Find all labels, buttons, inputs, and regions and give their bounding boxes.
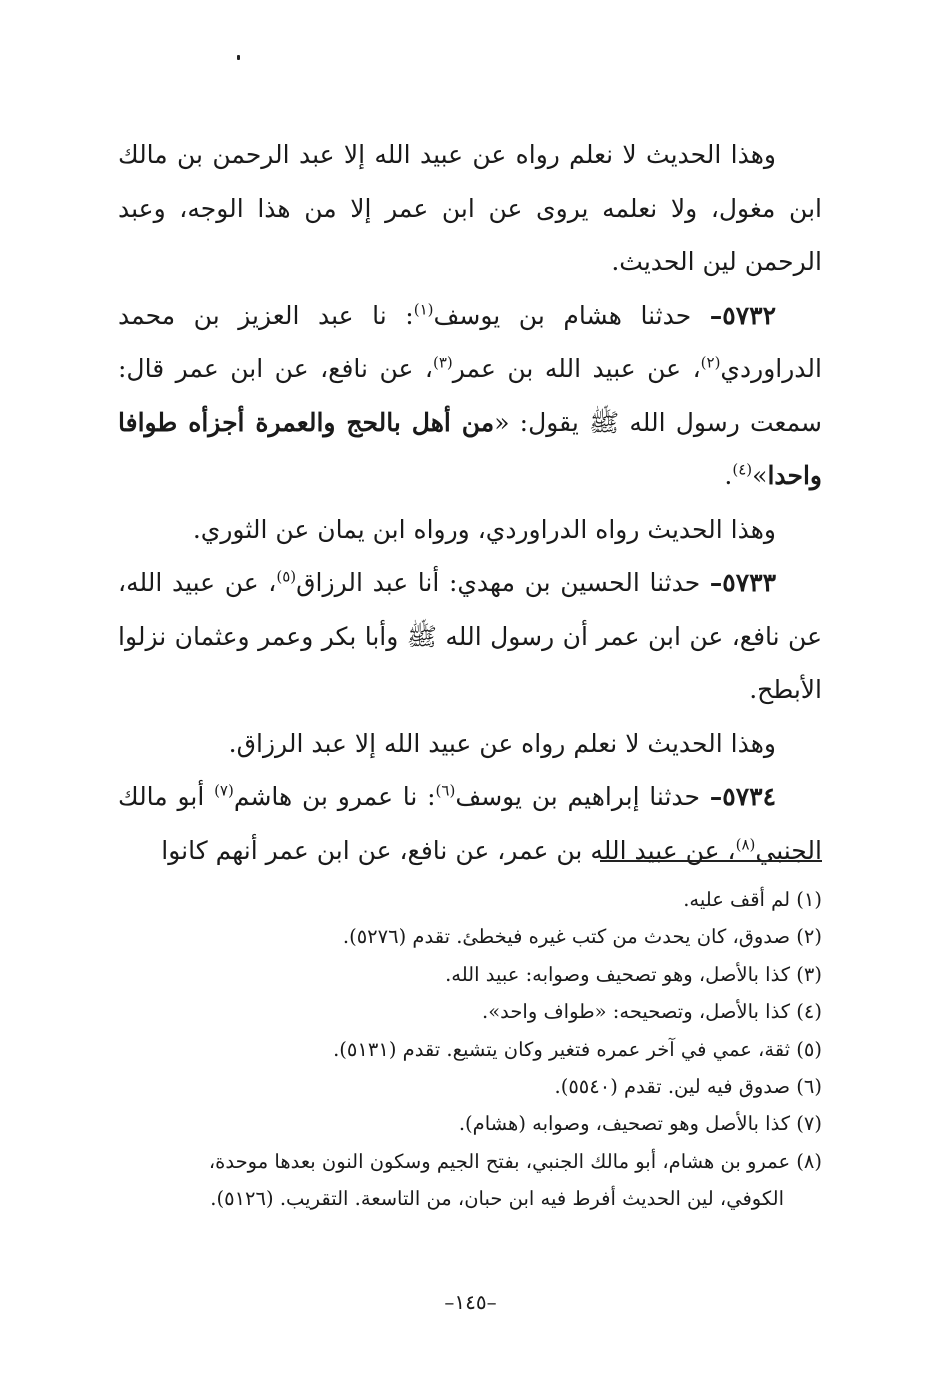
hadith-number: ٥٧٣٢– <box>709 300 777 330</box>
hadith-text: . <box>724 461 733 490</box>
footnote-ref: (٣) <box>432 353 453 372</box>
footnotes <box>115 881 822 1218</box>
hadith-text: » <box>752 461 768 490</box>
hadith-text: : نا عبد العزيز بن محمد الدراوردي <box>118 300 822 383</box>
paragraph-commentary-1: وهذا الحديث لا نعلم رواه عن عبيد الله إلا عبد الرحمن بن مالك ابن مغول، ولا نعلمه يروى عن ابن عمر إلا من هذا الوجه، وعبد الرحمن لين الحديث. <box>118 140 822 276</box>
footnote-ref: (٨) <box>735 835 756 854</box>
footnote-5: (٥) ثقة، عمي في آخر عمره فتغير وكان يتشيع. تقدم (٥١٣١). <box>333 1037 822 1061</box>
ink-speck <box>237 55 240 60</box>
footnote-ref: (٢) <box>700 353 721 372</box>
footnote-ref: (٤) <box>732 460 753 479</box>
footnote-ref: (٧) <box>214 781 234 800</box>
footnote-8: (٨) عمرو بن هشام، أبو مالك الجنبي، بفتح الجيم وسكون النون بعدها موحدة، <box>208 1149 822 1173</box>
hadith-matn: من أهل بالحج والعمرة أجزأه طوافا واحدا <box>118 407 822 490</box>
hadith-5732 <box>118 289 822 503</box>
footnote-8-continuation: الكوفي، لين الحديث أفرط فيه ابن حبان، من التاسعة. التقريب. (٥١٢٦). <box>210 1187 784 1211</box>
hadith-text: حدثنا هشام بن يوسف <box>433 300 710 330</box>
footnote-4: (٤) كذا بالأصل، وتصحيحه: «طواف واحد». <box>482 1000 822 1024</box>
footnote-1: (١) لم أقف عليه. <box>683 888 822 911</box>
footnote-separator <box>600 860 822 862</box>
hadith-text: حدثنا إبراهيم بن يوسف <box>455 782 710 811</box>
hadith-text: ، عن نافع، عن ابن عمر قال: سمعت رسول الله ﷺ يقول: « <box>118 354 823 437</box>
footnote-2: (٢) صدوق، كان يحدث من كتب غيره فيخطئ. تقدم (٥٢٧٦). <box>342 925 822 949</box>
footnote-ref: (١) <box>413 300 434 319</box>
footnote-6: (٦) صدوق فيه لين. تقدم (٥٥٤٠). <box>554 1075 822 1099</box>
footnote-7: (٧) كذا بالأصل وهو تصحيف، وصوابه (هشام). <box>458 1112 822 1136</box>
hadith-text: : نا عمرو بن هاشم <box>233 782 436 811</box>
main-text <box>118 128 822 877</box>
footnote-ref: (٥) <box>276 567 297 586</box>
hadith-text: ، عن عبيد الله بن عمر <box>452 354 701 383</box>
footnote-3: (٣) كذا بالأصل، وهو تصحيف وصوابه: عبيد الله. <box>445 962 822 986</box>
page-number: –١٤٥– <box>444 1290 497 1314</box>
paragraph-commentary-2: وهذا الحديث رواه الدراوردي، ورواه ابن يمان عن الثوري. <box>192 514 776 544</box>
hadith-text: ، عن عبيد الله بن عمر، عن نافع، عن ابن عمر أنهم كانوا <box>161 835 736 865</box>
paragraph-commentary-3: وهذا الحديث لا نعلم رواه عن عبيد الله إلا عبد الرزاق. <box>228 728 776 758</box>
hadith-text: حدثنا الحسين بن مهدي: أنا عبد الرزاق <box>296 568 710 597</box>
hadith-text: أبو مالك الجنبي <box>118 782 822 865</box>
hadith-number: ٥٧٣٣– <box>709 568 777 597</box>
hadith-text: ، عن عبيد الله، عن نافع، عن ابن عمر أن رسول الله ﷺ وأبا بكر وعمر وعثمان نزلوا الأبطح. <box>118 568 822 704</box>
footnote-ref: (٦) <box>435 781 456 800</box>
hadith-number: ٥٧٣٤– <box>709 782 776 811</box>
hadith-5733 <box>118 556 822 717</box>
